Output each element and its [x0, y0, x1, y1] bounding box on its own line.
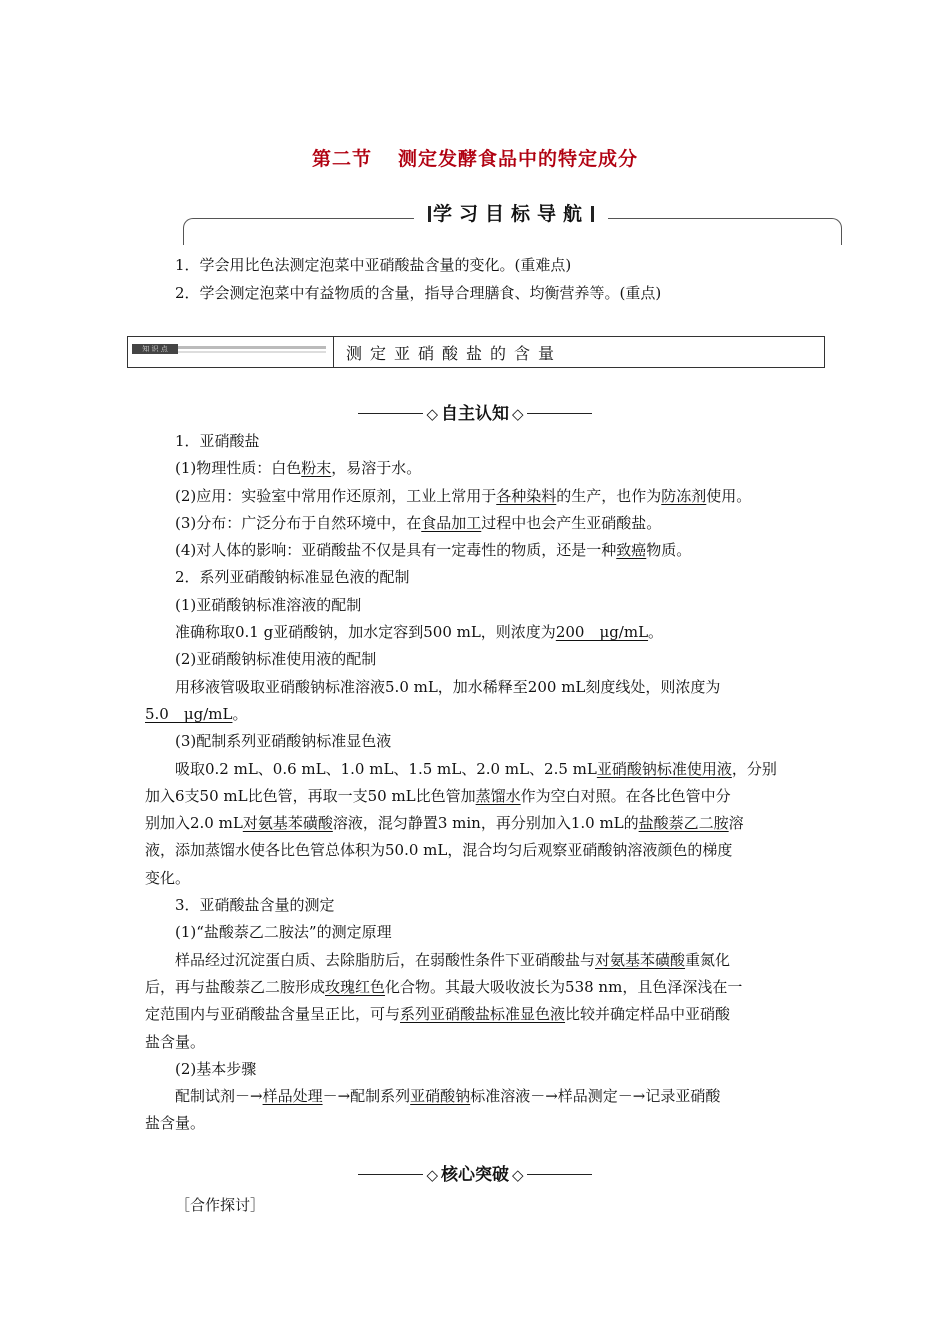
content-block-2: ［合作探讨］ — [175, 1196, 266, 1214]
knowledge-title: 测定亚硝酸盐的含量 — [346, 344, 563, 363]
objective-1: 1．学会用比色法测定泡菜中亚硝酸盐含量的变化。(重难点) — [175, 256, 572, 274]
section-heading-2: ◇ 核心突破 ◇ — [0, 1160, 950, 1185]
knowledge-tag: 知 识 点 — [132, 344, 178, 354]
objective-2: 2．学会测定泡菜中有益物质的含量，指导合理膳食、均衡营养等。(重点) — [175, 284, 662, 302]
objectives-banner: 学习目标导航 — [414, 200, 608, 228]
section-heading-1: ◇ 自主认知 ◇ — [0, 399, 950, 424]
content-block-1: 1．亚硝酸盐 (1)物理性质：白色粉末，易溶于水。 (2)应用：实验室中常用作还原剂，工业上常用于各种染料的生产，也作为防冻剂使用。 (3)分布：广泛分布于自然环境中，在食品加工过程中也会产生亚硝酸盐。 (4)对人体的影响：亚硝酸盐不仅是具有一定毒性的物质，还是一种致癌物质。 2．系列亚硝酸钠标准显色液的配制 (1)亚硝酸钠标准溶液的配制 准确称取0.1 g亚硝酸钠，加水定容到500 mL，则浓度为200 μg/mL。 (2)亚硝酸钠标准使用液的配制 用移液管吸取亚硝酸钠标准溶液5.0 mL，加水稀释至200 mL刻度线处，则浓度为 5.0 μg/mL。 (3)配制系列亚硝酸钠标准显色液 吸取0.2 mL、0.6 mL、1.0 mL、1.5 mL、2.0 mL、2.5 mL亚硝酸钠标准使用液，分别 加入6支50 mL比色管，再取一支50 mL比色管加蒸馏水作为空白对照。在各比色管中分 别加入2.0 mL对氨基苯磺酸溶液，混匀静置3 min，再分别加入1.0 mL的盐酸萘乙二胺溶 液，添加蒸馏水使各比色管总体积为50.0 mL，混合均匀后观察亚硝酸钠溶液颜色的梯度 变化。 3．亚硝酸盐含量的测定 (1)“盐酸萘乙二胺法”的测定原理 样品经过沉淀蛋白质、去除脂肪后，在弱酸性条件下亚硝酸盐与对氨基苯磺酸重氮化 后，再与盐酸萘乙二胺形成玫瑰红色化合物。其最大吸收波长为538 nm，且色泽深浅在一 定范围内与亚硝酸盐含量呈正比，可与系列亚硝酸盐标准显色液比较并确定样品中亚硝酸 盐含量。 (2)基本步骤 配制试剂－→样品处理－→配制系列亚硝酸钠标准溶液－→样品测定－→记录亚硝酸 盐含量。 — [145, 432, 777, 1133]
page-title: 第二节 测定发酵食品中的特定成分 — [311, 148, 639, 170]
knowledge-point-box — [127, 336, 825, 368]
